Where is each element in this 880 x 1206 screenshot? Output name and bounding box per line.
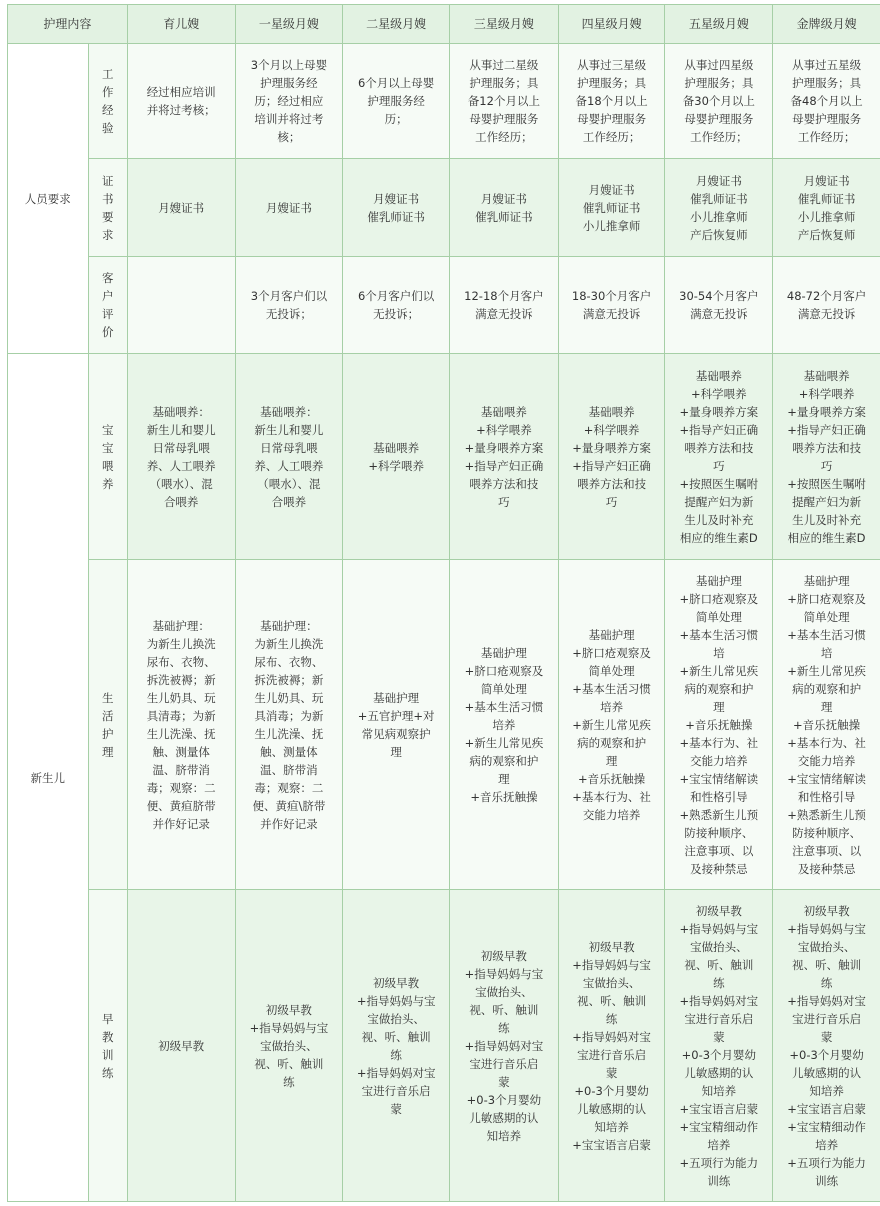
table-cell: 基础喂养 +科学喂养 [343, 354, 450, 560]
table-cell: 48-72个月客户 满意无投诉 [773, 257, 880, 354]
care-comparison-table [7, 4, 880, 1202]
header-gold: 金牌级月嫂 [773, 5, 880, 44]
table-cell: 3个月客户们以 无投诉； [235, 257, 343, 354]
table-cell [127, 257, 235, 354]
row-label-daily-care: 生 活 护 理 [88, 560, 127, 890]
table-row [8, 44, 880, 159]
header-four-star: 四星级月嫂 [558, 5, 665, 44]
table-cell: 初级早教 [127, 890, 235, 1202]
table-cell: 基础喂养 +科学喂养 +量身喂养方案 +指导产妇正确 喂养方法和技 巧 +按照医生嘱咐 提醒产妇为新 生儿及时补充 相应的维生素D [665, 354, 773, 560]
table-row [8, 560, 880, 890]
header-nanny: 育儿嫂 [127, 5, 235, 44]
table-cell: 从事过四星级 护理服务；具 备30个月以上 母婴护理服务 工作经历； [665, 44, 773, 159]
category-newborn: 新生儿 [8, 354, 89, 1202]
table-cell: 从事过五星级 护理服务；具 备48个月以上 母婴护理服务 工作经历； [773, 44, 880, 159]
table-cell: 月嫂证书 [127, 159, 235, 257]
table-cell: 基础护理 +脐口疮观察及 简单处理 +基本生活习惯 培养 +新生儿常见疾 病的观察和护 理 +音乐抚触操 +基本行为、社 交能力培养 [558, 560, 665, 890]
table-cell: 从事过二星级 护理服务；具 备12个月以上 母婴护理服务 工作经历； [450, 44, 559, 159]
table-cell: 3个月以上母婴 护理服务经 历；经过相应 培训并将过考 核； [235, 44, 343, 159]
table-cell: 月嫂证书 催乳师证书 [343, 159, 450, 257]
table-cell: 30-54个月客户 满意无投诉 [665, 257, 773, 354]
table-cell: 从事过三星级 护理服务；具 备18个月以上 母婴护理服务 工作经历； [558, 44, 665, 159]
header-care-content: 护理内容 [8, 5, 128, 44]
table-row [8, 890, 880, 1202]
table-cell: 基础护理 +脐口疮观察及 简单处理 +基本生活习惯 培养 +新生儿常见疾 病的观察和护 理 +音乐抚触操 [450, 560, 559, 890]
table-cell: 18-30个月客户 满意无投诉 [558, 257, 665, 354]
row-label-certificates: 证 书 要 求 [88, 159, 127, 257]
table-cell: 基础喂养： 新生儿和婴儿 日常母乳喂 养、人工喂养 （喂水）、混 合喂养 [127, 354, 235, 560]
row-label-feeding: 宝 宝 喂 养 [88, 354, 127, 560]
row-label-customer-review: 客 户 评 价 [88, 257, 127, 354]
header-two-star: 二星级月嫂 [343, 5, 450, 44]
table-cell: 初级早教 +指导妈妈与宝 宝做抬头、 视、听、触训 练 [235, 890, 343, 1202]
table-cell: 6个月客户们以 无投诉； [343, 257, 450, 354]
header-five-star: 五星级月嫂 [665, 5, 773, 44]
table-cell: 基础护理 +脐口疮观察及 简单处理 +基本生活习惯 培 +新生儿常见疾 病的观察和护 理 +音乐抚触操 +基本行为、社 交能力培养 +宝宝情绪解读 和性格引导 +熟悉新生儿预 防接种顺序、 注意事项、以 及接种禁忌 [665, 560, 773, 890]
table-cell: 12-18个月客户 满意无投诉 [450, 257, 559, 354]
table-cell: 月嫂证书 催乳师证书 小儿推拿师 产后恢复师 [773, 159, 880, 257]
table-header-row [8, 5, 880, 44]
table-cell: 基础护理： 为新生儿换洗 尿布、衣物、 拆洗被褥；新 生儿奶具、玩 具清毒；为新 生儿洗澡、抚 触、测量体 温、脐带消 毒；观察：二 便、黄疸脐带 并作好记录 [127, 560, 235, 890]
table-cell: 基础喂养 +科学喂养 +量身喂养方案 +指导产妇正确 喂养方法和技 巧 +按照医生嘱咐 提醒产妇为新 生儿及时补充 相应的维生素D [773, 354, 880, 560]
row-label-work-experience: 工 作 经 验 [88, 44, 127, 159]
table-cell: 月嫂证书 催乳师证书 [450, 159, 559, 257]
table-cell: 初级早教 +指导妈妈与宝 宝做抬头、 视、听、触训 练 +指导妈妈对宝 宝进行音乐启 蒙 [343, 890, 450, 1202]
table-cell: 初级早教 +指导妈妈与宝 宝做抬头、 视、听、触训 练 +指导妈妈对宝 宝进行音乐启 蒙 +0-3个月婴幼 儿敏感期的认 知培养 +宝宝语言启蒙 [558, 890, 665, 1202]
table-cell: 初级早教 +指导妈妈与宝 宝做抬头、 视、听、触训 练 +指导妈妈对宝 宝进行音乐启 蒙 +0-3个月婴幼 儿敏感期的认 知培养 +宝宝语言启蒙 +宝宝精细动作 培养 +五项行为能力 训练 [665, 890, 773, 1202]
table-cell: 月嫂证书 催乳师证书 小儿推拿师 [558, 159, 665, 257]
header-one-star: 一星级月嫂 [235, 5, 343, 44]
table-row [8, 354, 880, 560]
table-cell: 基础护理 +五官护理+对 常见病观察护 理 [343, 560, 450, 890]
table-cell: 经过相应培训 并将过考核； [127, 44, 235, 159]
table-cell: 基础护理 +脐口疮观察及 简单处理 +基本生活习惯 培 +新生儿常见疾 病的观察和护 理 +音乐抚触操 +基本行为、社 交能力培养 +宝宝情绪解读 和性格引导 +熟悉新生儿预 防接种顺序、 注意事项、以 及接种禁忌 [773, 560, 880, 890]
table-cell: 基础护理： 为新生儿换洗 尿布、衣物、 拆洗被褥；新 生儿奶具、玩 具消毒；为新 生儿洗澡、抚 触、测量体 温、脐带消 毒；观察：二 便、黄疸\脐带 并作好记录 [235, 560, 343, 890]
table-cell: 月嫂证书 [235, 159, 343, 257]
table-cell: 初级早教 +指导妈妈与宝 宝做抬头、 视、听、触训 练 +指导妈妈对宝 宝进行音乐启 蒙 +0-3个月婴幼 儿敏感期的认 知培养 +宝宝语言启蒙 +宝宝精细动作 培养 +五项行为能力 训练 [773, 890, 880, 1202]
table-cell: 初级早教 +指导妈妈与宝 宝做抬头、 视、听、触训 练 +指导妈妈对宝 宝进行音乐启 蒙 +0-3个月婴幼 儿敏感期的认 知培养 [450, 890, 559, 1202]
table-cell: 基础喂养 +科学喂养 +量身喂养方案 +指导产妇正确 喂养方法和技 巧 [450, 354, 559, 560]
table-cell: 月嫂证书 催乳师证书 小儿推拿师 产后恢复师 [665, 159, 773, 257]
table-row [8, 159, 880, 257]
header-three-star: 三星级月嫂 [450, 5, 559, 44]
row-label-early-education: 早 教 训 练 [88, 890, 127, 1202]
table-cell: 基础喂养： 新生儿和婴儿 日常母乳喂 养、人工喂养 （喂水）、混 合喂养 [235, 354, 343, 560]
category-staff-requirements: 人员要求 [8, 44, 89, 354]
table-row [8, 257, 880, 354]
table-cell: 基础喂养 +科学喂养 +量身喂养方案 +指导产妇正确 喂养方法和技 巧 [558, 354, 665, 560]
table-cell: 6个月以上母婴 护理服务经 历； [343, 44, 450, 159]
